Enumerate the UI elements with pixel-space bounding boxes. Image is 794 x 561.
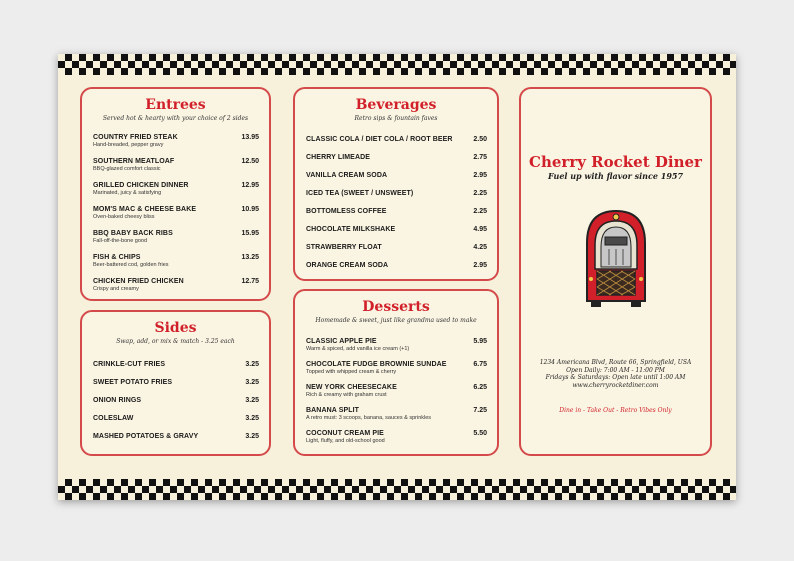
- menu-item-price: 3.25: [245, 397, 259, 404]
- menu-item-name: ICED TEA (SWEET / UNSWEET): [306, 190, 414, 197]
- menu-item-price: 4.95: [473, 226, 487, 233]
- menu-item-price: 12.75: [241, 278, 259, 285]
- menu-item-name: ONION RINGS: [93, 397, 142, 404]
- menu-item-price: 2.25: [473, 208, 487, 215]
- menu-item: [306, 337, 487, 353]
- menu-item-price: 12.95: [241, 182, 259, 189]
- menu-item-name: COLESLAW: [93, 415, 134, 422]
- menu-item-description: BBQ-glazed comfort classic: [93, 166, 161, 172]
- menu-item: [93, 157, 259, 173]
- menu-item: [93, 360, 259, 369]
- menu-item-description: Crispy and creamy: [93, 286, 139, 292]
- menu-item-price: 2.95: [473, 262, 487, 269]
- menu-item: [93, 414, 259, 423]
- menu-item: [306, 171, 487, 180]
- menu-item-description: Rich & creamy with graham crust: [306, 392, 387, 398]
- hours-daily: Open Daily: 7:00 AM - 11:00 PM: [566, 366, 665, 374]
- menu-item-name: CLASSIC COLA / DIET COLA / ROOT BEER: [306, 136, 453, 143]
- menu-item-price: 3.25: [245, 361, 259, 368]
- menu-item-description: Topped with whipped cream & cherry: [306, 369, 397, 375]
- beverages-list: [295, 135, 497, 270]
- beverages-title: Beverages: [355, 97, 437, 113]
- menu-item-name: CHICKEN FRIED CHICKEN: [93, 278, 184, 285]
- sides-subtitle: Swap, add, or mix & match - 3.25 each: [116, 338, 235, 345]
- menu-item-price: 2.95: [473, 172, 487, 179]
- menu-item: [93, 229, 259, 245]
- menu-item: [93, 277, 259, 293]
- menu-item-description: Fall-off-the-bone good: [93, 238, 148, 244]
- menu-item: [306, 207, 487, 216]
- menu-item-price: 2.75: [473, 154, 487, 161]
- menu-item-price: 7.25: [473, 407, 487, 414]
- menu-item: [93, 432, 259, 441]
- menu-item-name: BOTTOMLESS COFFEE: [306, 208, 387, 215]
- menu-item-description: Marinated, juicy & satisfying: [93, 190, 162, 196]
- menu-item-name: BBQ BABY BACK RIBS: [93, 230, 173, 237]
- menu-item: [306, 360, 487, 376]
- menu-item-description: Oven-baked cheesy bliss: [93, 214, 155, 220]
- sides-title: Sides: [154, 320, 197, 336]
- menu-item-name: CLASSIC APPLE PIE: [306, 338, 377, 345]
- menu-item: [93, 253, 259, 269]
- desserts-title: Desserts: [362, 299, 430, 315]
- menu-item-name: CHOCOLATE FUDGE BROWNIE SUNDAE: [306, 361, 447, 368]
- menu-item-price: 5.50: [473, 430, 487, 437]
- desserts-list: [295, 337, 497, 445]
- menu-item-name: CHOCOLATE MILKSHAKE: [306, 226, 396, 233]
- menu-item: [306, 135, 487, 144]
- menu-item-price: 3.25: [245, 415, 259, 422]
- menu-item-name: FISH & CHIPS: [93, 254, 141, 261]
- menu-item-name: MASHED POTATOES & GRAVY: [93, 433, 199, 440]
- menu-item: [93, 378, 259, 387]
- contact-info: [521, 359, 710, 389]
- jukebox-icon: [583, 209, 649, 309]
- menu-item: [306, 243, 487, 252]
- menu-item: [93, 396, 259, 405]
- menu-item-name: NEW YORK CHEESECAKE: [306, 384, 397, 391]
- menu-item-price: 15.95: [241, 230, 259, 237]
- menu-item-price: 6.75: [473, 361, 487, 368]
- menu-item: [306, 261, 487, 270]
- desserts-panel: [293, 289, 499, 456]
- menu-item: [306, 383, 487, 399]
- sides-list: [82, 360, 269, 441]
- menu-item-name: SOUTHERN MEATLOAF: [93, 158, 175, 165]
- menu-item: [306, 406, 487, 422]
- beverages-subtitle: Retro sips & fountain faves: [354, 115, 438, 122]
- menu-item-name: ORANGE CREAM SODA: [306, 262, 389, 269]
- diner-info-panel: [519, 87, 712, 456]
- diner-name: Cherry Rocket Diner: [529, 153, 702, 171]
- menu-item-description: A retro must: 3 scoops, banana, sauces & sprinkles: [306, 415, 432, 421]
- menu-item-price: 10.95: [241, 206, 259, 213]
- menu-item-description: Beer-battered cod, golden fries: [93, 262, 169, 268]
- checkered-border-bottom: [58, 479, 736, 500]
- menu-item-description: Hand-breaded, pepper gravy: [93, 142, 164, 148]
- menu-item-price: 5.95: [473, 338, 487, 345]
- menu-item-name: COUNTRY FRIED STEAK: [93, 134, 178, 141]
- menu-item: [93, 205, 259, 221]
- jukebox-illustration: [521, 209, 710, 311]
- address: 1234 Americana Blvd, Route 66, Springfield, USA: [539, 359, 692, 366]
- menu-item-price: 13.25: [241, 254, 259, 261]
- menu-item: [306, 153, 487, 162]
- menu-item-description: Warm & spiced, add vanilla ice cream (+1): [306, 346, 410, 352]
- menu-item-name: SWEET POTATO FRIES: [93, 379, 173, 386]
- sides-panel: [80, 310, 271, 456]
- menu-item-price: 12.50: [241, 158, 259, 165]
- menu-item-name: BANANA SPLIT: [306, 407, 360, 414]
- menu-item-price: 13.95: [241, 134, 259, 141]
- website: www.cherryrocketdiner.com: [572, 381, 659, 389]
- menu-item: [306, 429, 487, 445]
- menu-item: [93, 133, 259, 149]
- menu-item-name: CHERRY LIMEADE: [306, 154, 371, 161]
- checkered-border-top: [58, 54, 736, 75]
- menu-item-price: 6.25: [473, 384, 487, 391]
- menu-item-price: 2.50: [473, 136, 487, 143]
- entrees-list: [82, 133, 269, 293]
- desserts-subtitle: Homemade & sweet, just like grandma used to make: [315, 317, 477, 324]
- menu-item-price: 4.25: [473, 244, 487, 251]
- entrees-panel: [80, 87, 271, 301]
- menu-item-name: STRAWBERRY FLOAT: [306, 244, 382, 251]
- menu-item-price: 2.25: [473, 190, 487, 197]
- diner-tagline: Fuel up with flavor since 1957: [547, 171, 684, 181]
- menu-sheet: [58, 54, 736, 500]
- menu-item: [306, 189, 487, 198]
- services-line: Dine in - Take Out - Retro Vibes Only: [559, 407, 672, 414]
- menu-item-name: CRINKLE-CUT FRIES: [93, 361, 166, 368]
- beverages-panel: [293, 87, 499, 281]
- menu-item-price: 3.25: [245, 433, 259, 440]
- menu-item-price: 3.25: [245, 379, 259, 386]
- menu-item-name: COCONUT CREAM PIE: [306, 430, 384, 437]
- entrees-subtitle: Served hot & hearty with your choice of 2 sides: [102, 115, 249, 122]
- menu-item-description: Light, fluffy, and old-school good: [306, 438, 385, 444]
- menu-item: [306, 225, 487, 234]
- menu-item-name: VANILLA CREAM SODA: [306, 172, 388, 179]
- entrees-title: Entrees: [145, 97, 206, 113]
- menu-item-name: GRILLED CHICKEN DINNER: [93, 182, 189, 189]
- hours-weekend: Fridays & Saturdays: Open late until 1:00 AM: [545, 374, 686, 381]
- menu-item-name: MOM'S MAC & CHEESE BAKE: [93, 206, 197, 213]
- menu-item: [93, 181, 259, 197]
